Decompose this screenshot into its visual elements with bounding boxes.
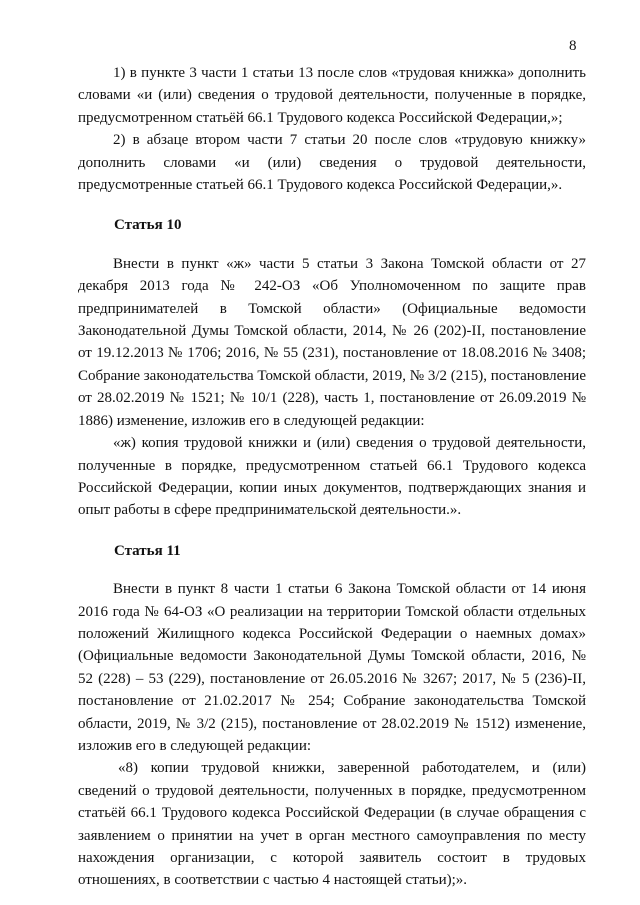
amendment-item-1: 1) в пункте 3 части 1 статьи 13 после слов «трудовая книжка» дополнить словами «и (или) сведения о трудовой деятельности, полученные в порядке, предусмотренном статьёй 66.1 Трудового кодекса Российской Федерации,»; — [78, 65, 586, 126]
article-11-heading: Статья 11 — [114, 542, 181, 559]
amendment-item-2: 2) в абзаце втором части 7 статьи 20 после слов «трудовую книжку» дополнить словами «и (или) сведения о трудовой деятельности, предусмотренные статьей 66.1 Трудового кодекса Российской Федерации,». — [78, 132, 586, 194]
article-10-heading: Статья 10 — [114, 217, 182, 234]
page-number: 8 — [569, 38, 577, 54]
article-10-new-text: «ж) копия трудовой книжки и (или) сведения о трудовой деятельности, полученные в порядке, предусмотренном статьей 66.1 Трудового кодекса Российской Федерации, копии иных документов, подтверждающих знания и опыт работы в сфере предпринимательской деятельности.». — [78, 435, 586, 519]
article-10-intro: Внести в пункт «ж» части 5 статьи 3 Закона Томской области от 27 декабря 2013 года № 242-ОЗ «Об Уполномоченном по защите прав предпринимателей в Томской области» (Официальные ведомости Законодательной Думы Томской области, 2014, № 26 (202)-II, постановление от 19.12.2013 № 1706; 2016, № 55 (231), постановление от 18.08.2016 № 3408; Собрание законодательства Томской области, 2019, № 3/2 (215), постановление от 28.02.2019 № 1521; № 10/1 (228), часть 1, постановление от 26.09.2019 № 1886) изменение, изложив его в следующей редакции: — [78, 255, 586, 429]
document-body — [78, 62, 586, 892]
article-11-new-text: «8) копии трудовой книжки, заверенной работодателем, и (или) сведений о трудовой деятельности, полученных в порядке, предусмотренном статьёй 66.1 Трудового кодекса Российской Федерации (в случае обращения с заявлением о принятии на учет в орган местного самоуправления по месту нахождения организации, с которой заявитель состоит в трудовых отношениях, в соответствии с частью 4 настоящей статьи);». — [78, 760, 586, 889]
article-11-intro: Внести в пункт 8 части 1 статьи 6 Закона Томской области от 14 июня 2016 года № 64-ОЗ «О реализации на территории Томской области отдельных положений Жилищного кодекса Российской Федерации о наемных домах» (Официальные ведомости Законодательной Думы Томской области, 2016, № 52 (228) – 53 (229), постановление от 26.05.2016 № 3267; 2017, № 5 (236)-II, постановление от 21.02.2017 № 254; Собрание законодательства Томской области, 2019, № 3/2 (215), постановление от 28.02.2019 № 1512) изменение, изложив его в следующей редакции: — [78, 581, 586, 754]
